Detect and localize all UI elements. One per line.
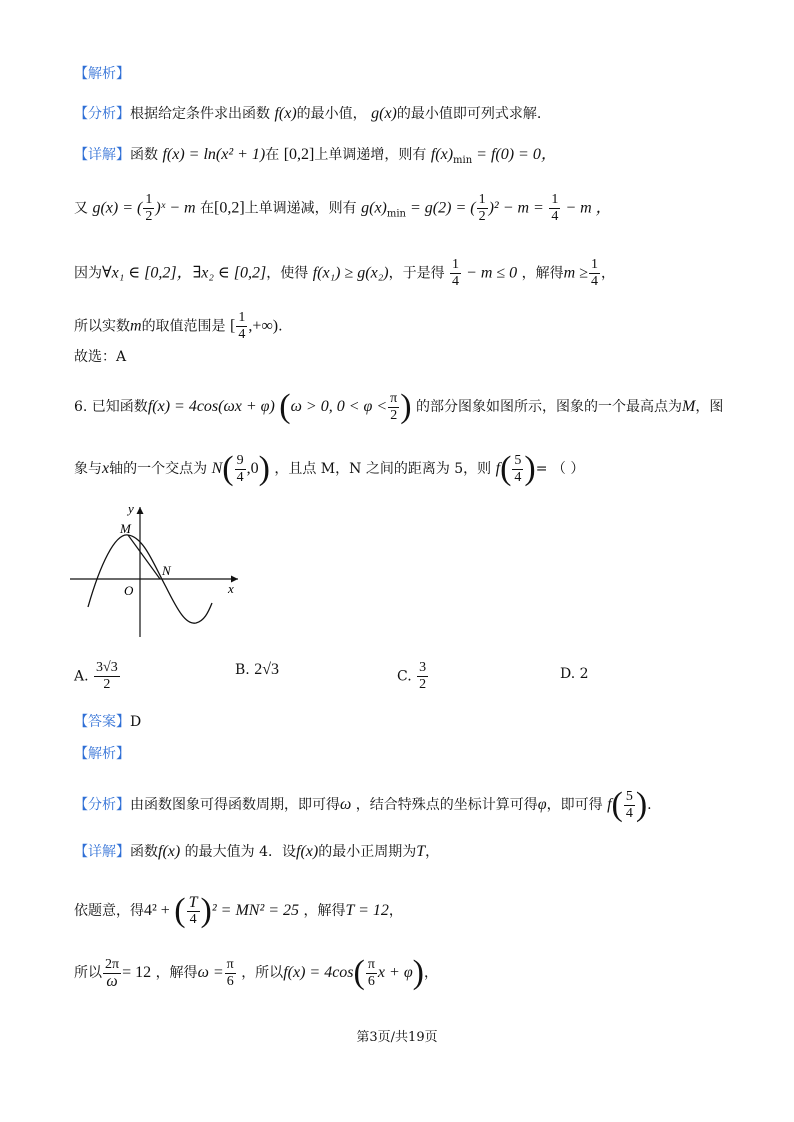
detail-2-line-1: 【详解】函数f(x) 的最大值为 4．设f(x)的最小正周期为T， [74, 843, 440, 860]
analysis-line-2: 【分析】由函数图象可得函数周期，即可得ω ，结合特殊点的坐标计算可得φ，即可得 f( $\frac{5}{4}$ ). [74, 786, 652, 823]
graph-label-O: O [124, 583, 134, 598]
function-graph [60, 495, 250, 645]
segment-MN [128, 535, 160, 579]
answer-line: 【答案】D [74, 714, 142, 730]
choice-D[interactable]: D. 2 [560, 666, 589, 682]
graph-label-x: x [228, 581, 234, 596]
choice-B[interactable]: B. 2√3 [235, 661, 279, 678]
section-analysis-label: 【解析】 [74, 66, 130, 82]
question-6-line-1: 6. 已知函数f(x) = 4cos(ωx + φ) (ω > 0, 0 < φ < $\frac{\pi}{2}$ ) 的部分图象如图所示，图象的一个最高点为M，图 [74, 388, 724, 425]
detail-line-2: 又 g(x) = ( $\frac{1}{2}$ )ˣ − m 在[0,2]上单调递减，则有 $g(x)_{min} = g(2)$ = ( $\frac{1}{2}$ )² − m = $\frac{1}{4}$ − m ， [74, 192, 612, 224]
detail-2-line-3: 所以 $\frac{2\pi}{\omega}$ = 12 ，解得ω = $\frac{\pi}{6}$ ，所以f(x) = 4cos( $\frac{\pi}{6}$ x + φ)， [74, 954, 438, 991]
graph-label-M: M [120, 521, 131, 536]
page-footer: 第3页/共19页 [356, 1030, 438, 1045]
answer-choice-line: 故选：A [74, 349, 127, 365]
choice-A[interactable]: A. $\frac{3√3}{2}$ [74, 660, 118, 692]
choice-C[interactable]: C. $\frac{3}{2}$ [397, 660, 427, 692]
detail-2-line-2: 依题意，得4² + ( $\frac{T}{4}$ )² = MN² = 25 ，解得T = 12， [74, 892, 403, 929]
question-6-line-2: 象与x轴的一个交点为 N( $\frac{9}{4}$ ,0) ，且点 M，N 之间的距离为 5，则 f( $\frac{5}{4}$ )= （ ） [74, 450, 585, 487]
graph-label-N: N [162, 563, 171, 578]
detail-line-3: 因为∀x₁ ∈ [0,2]，∃x₂ ∈ [0,2]，使得 f(x₁) ≥ g(x₂)，于是得 $\frac{1}{4}$ − m ≤ 0 ，解得m ≥ $\frac{1}{4}$ ， [74, 257, 615, 289]
detail-line-4: 所以实数m的取值范围是 [ $\frac{1}{4}$ ,+∞). [74, 310, 283, 342]
analysis-line: 【分析】根据给定条件求出函数 f(x)的最小值， g(x)的最小值即可列式求解. [74, 105, 542, 122]
detail-line-1: 【详解】函数 f(x) = ln(x² + 1)在 [0,2]上单调递增，则有 $f(x)_{min} = f(0) = 0$， [74, 146, 557, 166]
graph-label-y: y [128, 501, 134, 516]
analysis-label-2: 【解析】 [74, 746, 130, 762]
